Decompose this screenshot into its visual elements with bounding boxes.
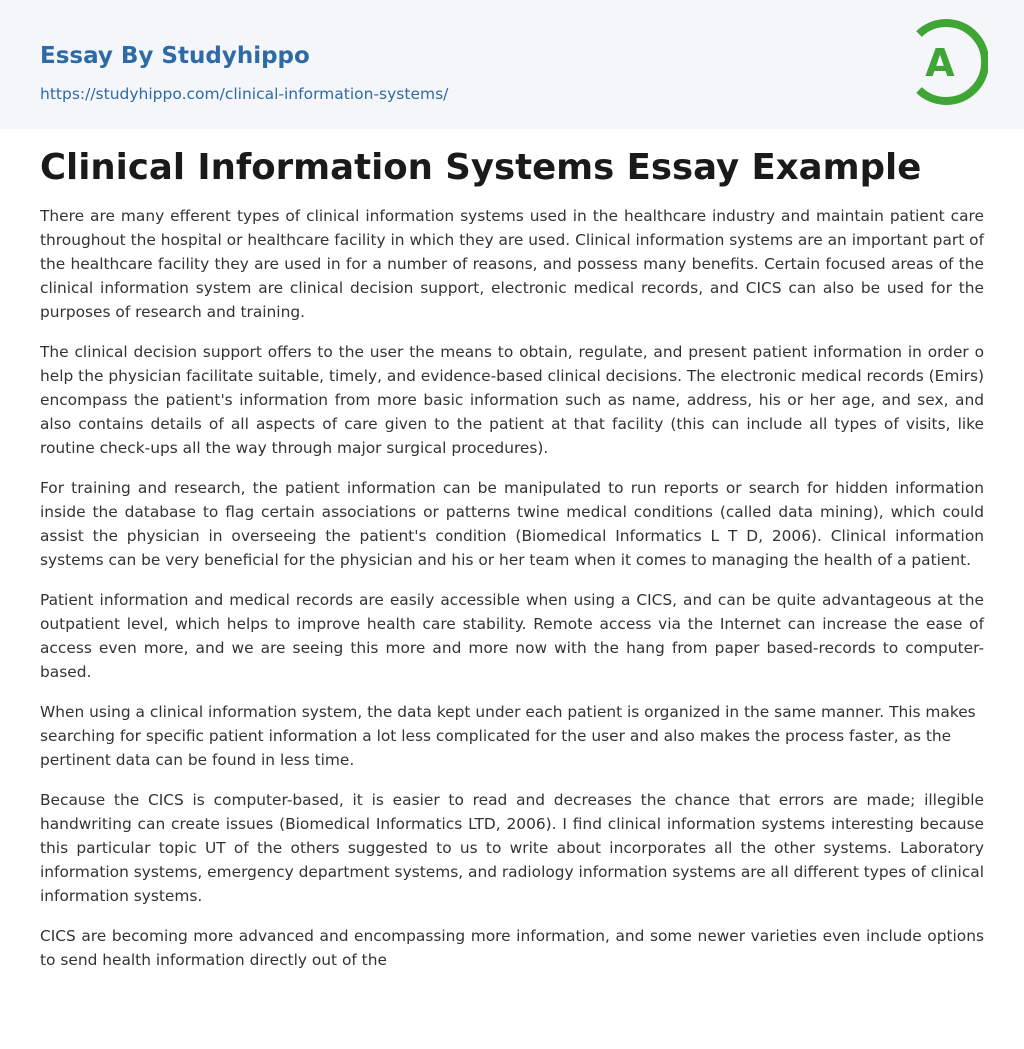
paragraph-1: There are many efferent types of clinical information systems used in the healthcare industry and maintain patient care throughout the hospital or healthcare facility in which they are used. Clinical information systems are an important part of the healthcare facility they are used in for a number of reasons, and possess many benefits. Certain focused areas of the clinical information system are clinical decision support, electronic medical records, and CICS can also be used for the purposes of research and training. [40, 207, 984, 321]
site-header [0, 0, 1024, 129]
studyhippo-logo-icon[interactable] [912, 18, 988, 106]
paragraph-5: When using a clinical information system, the data kept under each patient is organized in the same manner. This makes searching for specific patient information a lot less complicated for the user and also makes the process faster, as the pertinent data can be found in less time. [40, 703, 976, 769]
paragraph-4: Patient information and medical records are easily accessible when using a CICS, and can be quite advantageous at the outpatient level, which helps to improve health care stability. Remote access via the Internet can increase the ease of access even more, and we are seeing this more and more now with the hang from paper based-records to computer-based. [40, 591, 984, 681]
paragraph-2: The clinical decision support offers to the user the means to obtain, regulate, and present patient information in order o help the physician facilitate suitable, timely, and evidence-based clinical decisions. The electronic medical records (Emirs) encompass the patient's information from more basic information such as name, address, his or her age, and sex, and also contains details of all aspects of care given to the patient at that facility (this can include all types of visits, like routine check-ups all the way through major surgical procedures). [40, 343, 984, 457]
brand-title[interactable]: Essay By Studyhippo [40, 43, 310, 69]
page-url-link[interactable]: https://studyhippo.com/clinical-information-systems/ [40, 85, 449, 103]
paragraph-6: Because the CICS is computer-based, it is easier to read and decreases the chance that errors are made; illegible handwriting can create issues (Biomedical Informatics LTD, 2006). I find clinical information systems interesting because this particular topic UT of the others suggested to us to write about incorporates all the other systems. Laboratory information systems, emergency department systems, and radiology information systems are all different types of clinical information systems. [40, 791, 984, 905]
article [40, 144, 984, 988]
page-title: Clinical Information Systems Essay Example [40, 147, 922, 188]
logo-letter: A [925, 41, 955, 85]
paragraph-3: For training and research, the patient information can be manipulated to run reports or search for hidden information inside the database to flag certain associations or patterns twine medical conditions (called data mining), which could assist the physician in overseeing the patient's condition (Biomedical Informatics L T D, 2006). Clinical information systems can be very beneficial for the physician and his or her team when it comes to managing the health of a patient. [40, 479, 984, 569]
paragraph-7: CICS are becoming more advanced and encompassing more information, and some newer varieties even include options to send health information directly out of the [40, 927, 984, 969]
